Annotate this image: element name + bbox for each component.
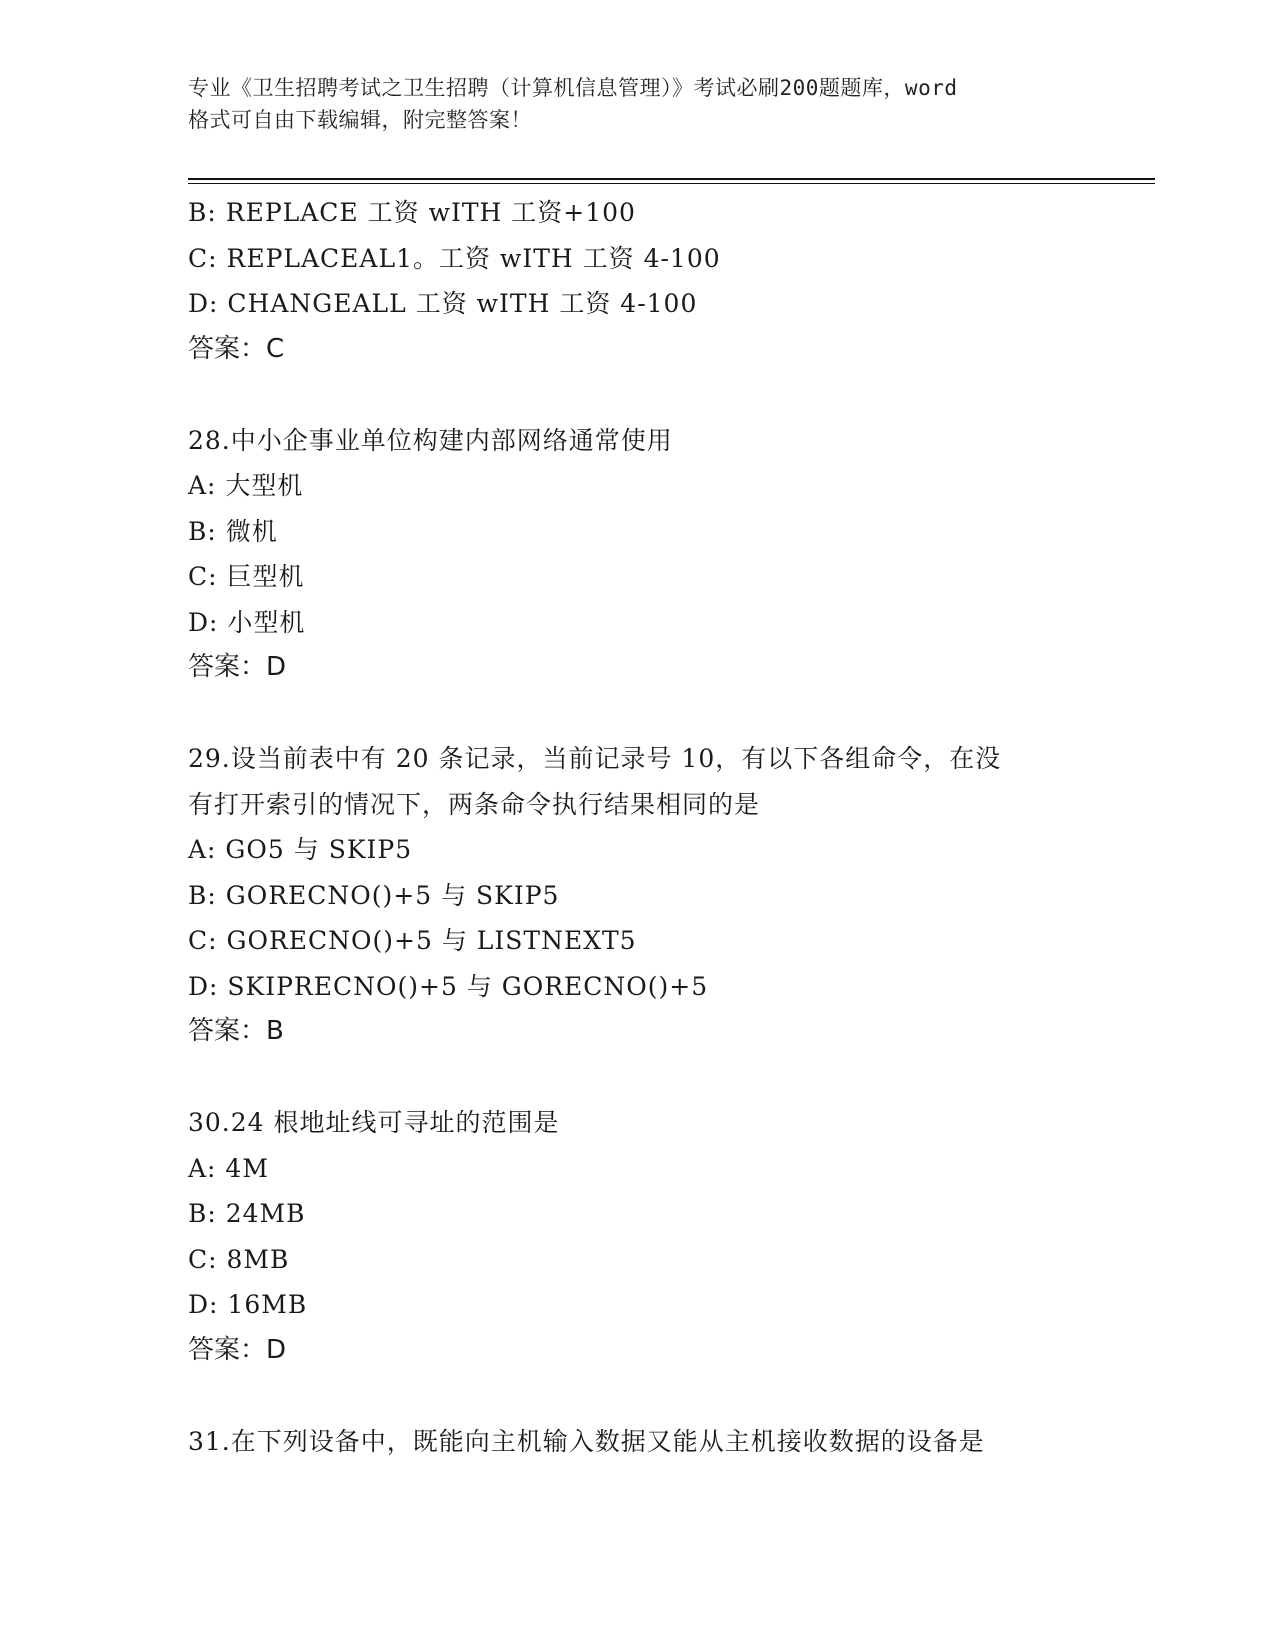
question-stem: 30.24 根地址线可寻址的范围是 xyxy=(188,1108,560,1137)
answer-label: 答案：D xyxy=(188,652,287,682)
option-a: A: GO5 与 SKIP5 xyxy=(188,835,413,864)
option-d: D: 小型机 xyxy=(188,607,306,637)
question-stem: 29.设当前表中有 20 条记录，当前记录号 10，有以下各组命令，在没 xyxy=(188,744,1002,773)
option-c: C: GORECNO()+5 与 LISTNEXT5 xyxy=(188,926,637,955)
header-title-line-1: 专业《卫生招聘考试之卫生招聘（计算机信息管理）》考试必刷200题题库，word xyxy=(188,76,958,100)
option-c: C: 巨型机 xyxy=(188,562,305,591)
option-d: D: SKIPRECNO()+5 与 GORECNO()+5 xyxy=(188,971,709,1001)
question-31 xyxy=(188,1419,1108,1465)
option-b: B: GORECNO()+5 与 SKIP5 xyxy=(188,880,560,910)
option-d: D: 16MB xyxy=(188,1290,308,1319)
header-divider-thick xyxy=(188,178,1155,180)
answer-label: 答案：D xyxy=(188,1334,287,1365)
option-b: B: 微机 xyxy=(188,516,278,546)
spacer xyxy=(188,1373,1108,1419)
answer-label: 答案：C xyxy=(188,333,285,364)
spacer xyxy=(188,372,1108,418)
answer-label: 答案：B xyxy=(188,1016,284,1046)
spacer xyxy=(188,1055,1108,1101)
option-b: B: REPLACE 工资 wITH 工资+100 xyxy=(188,198,636,227)
header-title-line-2: 格式可自由下载编辑，附完整答案！ xyxy=(188,108,532,132)
option-b: B: 24MB xyxy=(188,1199,306,1228)
question-30 xyxy=(188,1100,1108,1373)
option-a: A: 大型机 xyxy=(188,471,304,500)
spacer xyxy=(188,691,1108,737)
question-29 xyxy=(188,736,1108,1055)
option-d: D: CHANGEALL 工资 wITH 工资 4-100 xyxy=(188,289,698,318)
question-stem-continued: 有打开索引的情况下，两条命令执行结果相同的是 xyxy=(188,789,761,819)
question-stem: 31.在下列设备中，既能向主机输入数据又能从主机接收数据的设备是 xyxy=(188,1426,985,1456)
question-stem: 28.中小企事业单位构建内部网络通常使用 xyxy=(188,425,673,455)
question-28 xyxy=(188,418,1108,691)
option-c: C: REPLACEAL1。工资 wITH 工资 4-100 xyxy=(188,243,721,273)
header-divider-thin xyxy=(188,183,1155,184)
option-a: A: 4M xyxy=(188,1153,269,1183)
document-header xyxy=(188,72,1088,136)
question-27-continued xyxy=(188,190,1108,372)
option-c: C: 8MB xyxy=(188,1244,290,1274)
question-content xyxy=(188,190,1108,1464)
